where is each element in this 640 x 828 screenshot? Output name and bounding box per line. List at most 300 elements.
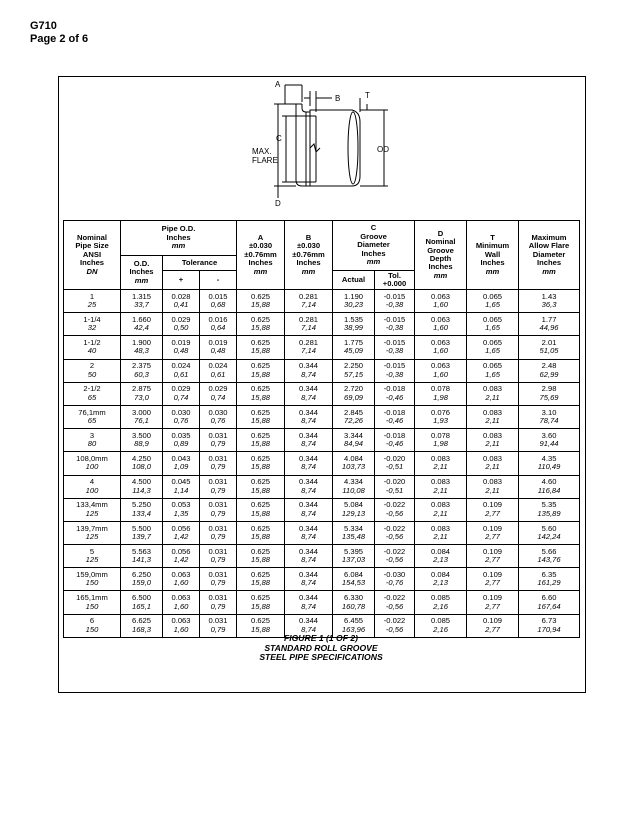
cell-value-mm: 137,03 [341,555,366,565]
cell-value-inch: 2.720 [344,384,364,394]
cell-value-mm: 65 [87,416,97,426]
cell-value-inch: 0.031 [208,430,228,440]
table-cell [64,290,121,313]
table-cell [415,290,467,313]
table-cell [415,591,467,614]
table-cell [237,382,285,405]
table-row [64,313,580,336]
cell-value-inch: 0.083 [431,477,451,487]
cell-value-inch: 0.083 [483,477,503,487]
cell-value-inch: 4.084 [344,454,364,463]
cell-value-inch: 5.084 [344,500,364,510]
cell-value-inch: 0.625 [251,361,271,371]
cell-value-mm: 8,74 [301,462,316,472]
table-row [64,336,580,359]
table-cell [467,452,519,475]
cell-value-inch: 0.625 [251,569,271,579]
cell-value-inch: 0.625 [251,314,271,324]
cell-value-inch: 1-1/2 [83,338,101,348]
cell-value-inch: 1.77 [541,314,557,324]
cell-value-mm: 1,65 [485,300,500,310]
cell-value-inch: 0.031 [208,616,228,626]
header-tol-minus: - [200,271,237,290]
cell-value-mm: 8,74 [301,392,316,402]
table-cell [519,313,580,336]
cell-value-mm: 160,78 [341,601,366,611]
table-cell [64,452,121,475]
cell-value-mm: 51,05 [539,346,559,356]
cell-value-mm: 15,88 [251,578,271,588]
cell-value-inch: 0.084 [431,569,451,579]
cell-value-mm: 116,84 [537,485,561,495]
table-cell [237,475,285,498]
cell-value-mm: 84,94 [344,439,364,449]
cell-value-inch: 0.625 [251,616,271,626]
cell-value-mm: -0,56 [385,508,404,518]
table-cell [64,336,121,359]
table-cell [200,382,237,405]
cell-value-inch: 0.019 [171,338,191,348]
label-d: D [275,199,281,208]
cell-value-inch: 0.625 [251,454,271,463]
cell-value-mm: 0,61 [173,369,189,379]
cell-value-mm: 0,79 [210,531,226,541]
table-cell [285,336,333,359]
table-cell [237,498,285,521]
table-row [64,568,580,591]
table-cell [467,405,519,428]
cell-value-mm: 0,79 [210,555,226,565]
cell-value-mm: 1,60 [433,300,448,310]
cell-value-mm: 2,13 [433,555,448,565]
cell-value-inch: 0.030 [208,407,228,417]
cell-value-mm: 15,88 [251,462,271,472]
cell-value-mm: 1,60 [173,578,189,588]
table-cell [64,359,121,382]
table-cell [121,359,163,382]
cell-value-mm: 150 [85,578,99,588]
cell-value-inch: 0.344 [299,546,319,556]
page-number: Page 2 of 6 [30,33,89,45]
table-cell [285,521,333,544]
cell-value-mm: 8,74 [301,601,316,611]
cell-value-inch: 5 [89,546,95,556]
cell-value-mm: 45,09 [344,346,364,356]
table-cell [200,545,237,568]
cell-value-inch: 0.029 [171,384,191,394]
cell-value-inch: 159,0mm [76,569,108,579]
table-cell [519,359,580,382]
cell-value-mm: 2,11 [485,462,500,472]
cell-value-inch: 0.109 [483,500,503,510]
table-cell [467,545,519,568]
cell-value-mm: 50 [87,369,97,379]
table-row [64,521,580,544]
cell-value-mm: 2,16 [433,624,448,634]
cell-value-mm: 0,48 [210,346,226,356]
cell-value-inch: 0.625 [251,338,271,348]
header-t: T Minimum Wall Inches mm [467,221,519,290]
cell-value-mm: 2,11 [485,439,500,449]
cell-value-mm: -0,46 [385,392,404,402]
table-row [64,429,580,452]
cell-value-inch: 0.030 [171,407,191,417]
cell-value-inch: 2.01 [541,338,557,348]
spec-table [63,220,580,638]
cell-value-inch: 0.083 [431,454,451,463]
table-cell [333,475,375,498]
table-cell [467,429,519,452]
cell-value-inch: 1-1/4 [83,314,101,324]
cell-value-mm: 7,14 [301,346,316,356]
table-cell [121,336,163,359]
table-cell [519,545,580,568]
cell-value-inch: 0.281 [299,314,319,324]
cell-value-inch: 4.35 [541,454,557,463]
cell-value-inch: 1 [89,291,95,301]
table-cell [64,521,121,544]
cell-value-inch: 1.190 [344,291,364,301]
table-cell [121,405,163,428]
table-cell [237,290,285,313]
cell-value-inch: 5.395 [344,546,364,556]
cell-value-mm: 0,74 [173,392,189,402]
table-cell [415,568,467,591]
table-cell [200,591,237,614]
cell-value-inch: -0.015 [383,361,406,371]
cell-value-inch: 0.029 [208,384,228,394]
cell-value-inch: -0.015 [383,338,406,348]
header-tolerance: Tolerance [163,256,237,271]
cell-value-inch: -0.018 [383,407,406,417]
table-cell [285,568,333,591]
label-flare: FLARE [252,156,278,165]
cell-value-mm: 1,35 [173,508,189,518]
cell-value-mm: 0,79 [210,578,226,588]
table-cell [519,475,580,498]
cell-value-inch: 0.065 [483,361,503,371]
cell-value-inch: 0.083 [483,384,503,394]
cell-value-mm: 15,88 [251,531,271,541]
document-code: G710 [30,20,57,32]
cell-value-inch: 2-1/2 [83,384,101,394]
table-cell [467,498,519,521]
cell-value-mm: 15,88 [251,624,271,634]
cell-value-mm: 15,88 [251,369,271,379]
table-cell [200,336,237,359]
cell-value-mm: 1,65 [485,323,500,333]
cell-value-mm: 100 [85,485,99,495]
cell-value-inch: 0.083 [483,430,503,440]
table-cell [375,382,415,405]
cell-value-inch: 0.078 [431,430,451,440]
table-cell [121,452,163,475]
cell-value-mm: -0,46 [385,416,404,426]
table-row [64,591,580,614]
cell-value-inch: 6.60 [541,593,557,603]
table-cell [285,290,333,313]
table-cell [519,429,580,452]
table-cell [237,359,285,382]
cell-value-mm: 38,99 [344,323,364,333]
cell-value-inch: 0.083 [483,407,503,417]
table-cell [285,452,333,475]
cell-value-mm: 1,60 [173,601,189,611]
table-cell [237,336,285,359]
table-cell [467,382,519,405]
cell-value-inch: -0.022 [383,546,406,556]
cell-value-mm: 163,96 [341,624,366,634]
cell-value-inch: 6.330 [344,593,364,603]
cell-value-inch: 0.063 [431,338,451,348]
header-actual: Actual [333,271,375,290]
cell-value-inch: 0.031 [208,477,228,487]
cell-value-mm: 8,74 [301,578,316,588]
cell-value-inch: 0.065 [483,314,503,324]
table-row [64,405,580,428]
cell-value-mm: 62,99 [539,369,559,379]
cell-value-mm: 2,11 [433,462,448,472]
figure-caption [63,634,579,663]
cell-value-inch: 0.065 [483,291,503,301]
cell-value-mm: 0,79 [210,601,226,611]
table-cell [121,568,163,591]
table-cell [415,429,467,452]
cell-value-mm: 1,60 [433,323,448,333]
cell-value-inch: 6.625 [131,616,151,626]
cell-value-inch: 1.315 [131,291,151,301]
label-c: C [276,134,282,143]
table-cell [285,591,333,614]
cell-value-mm: 48,3 [134,346,149,356]
cell-value-mm: -0,51 [385,485,404,495]
table-cell [519,498,580,521]
table-cell [519,591,580,614]
cell-value-mm: 1,98 [433,439,448,449]
cell-value-inch: 3.10 [541,407,557,417]
table-cell [64,545,121,568]
cell-value-inch: 0.625 [251,384,271,394]
cell-value-inch: 0.281 [299,338,319,348]
cell-value-inch: 0.063 [431,314,451,324]
table-cell [285,405,333,428]
cell-value-mm: 15,88 [251,439,271,449]
table-cell [467,359,519,382]
table-cell [467,475,519,498]
table-cell [333,429,375,452]
page-header [30,20,88,46]
cell-value-inch: 0.344 [299,593,319,603]
cell-value-mm: 1,60 [433,369,448,379]
cell-value-mm: 150 [85,624,99,634]
cell-value-mm: -0,38 [385,323,404,333]
cell-value-inch: 0.344 [299,454,319,463]
table-cell [333,591,375,614]
table-cell [64,405,121,428]
cell-value-mm: 8,74 [301,439,316,449]
table-cell [375,521,415,544]
table-cell [375,290,415,313]
table-cell [163,313,200,336]
cell-value-inch: -0.022 [383,500,406,510]
cell-value-inch: 2.250 [344,361,364,371]
table-cell [163,545,200,568]
table-cell [333,452,375,475]
caption-line-2: STANDARD ROLL GROOVE [264,642,378,653]
table-cell [121,475,163,498]
header-a: A ±0.030 ±0.76mm Inches mm [237,221,285,290]
cell-value-inch: -0.015 [383,314,406,324]
cell-value-inch: -0.030 [383,569,406,579]
cell-value-mm: 1,60 [433,346,448,356]
pipe-groove-diagram [240,78,420,218]
cell-value-inch: 6 [89,616,95,626]
cell-value-mm: 60,3 [134,369,149,379]
table-cell [200,475,237,498]
cell-value-mm: 135,89 [537,508,561,518]
cell-value-mm: 42,4 [134,323,149,333]
cell-value-inch: 0.625 [251,291,271,301]
cell-value-mm: 15,88 [251,346,271,356]
cell-value-inch: 0.056 [171,523,191,533]
label-max: MAX. [252,147,272,156]
table-cell [375,591,415,614]
cell-value-inch: 0.083 [431,523,451,533]
cell-value-mm: 8,74 [301,416,316,426]
cell-value-mm: 2,16 [433,601,448,611]
cell-value-mm: 150 [85,601,99,611]
cell-value-inch: 1.900 [131,338,151,348]
cell-value-inch: 0.063 [431,361,451,371]
cell-value-inch: 3.000 [131,407,151,417]
table-cell [163,290,200,313]
cell-value-mm: 165,1 [131,601,151,611]
cell-value-mm: 2,77 [485,508,500,518]
cell-value-mm: 8,74 [301,555,316,565]
cell-value-inch: 0.085 [431,616,451,626]
cell-value-mm: 135,48 [341,531,366,541]
cell-value-inch: 0.085 [431,593,451,603]
cell-value-mm: -0,38 [385,346,404,356]
cell-value-inch: 6.500 [131,593,151,603]
cell-value-mm: 159,0 [131,578,151,588]
cell-value-inch: 2.375 [131,361,151,371]
table-cell [375,429,415,452]
table-cell [415,521,467,544]
table-cell [237,429,285,452]
table-cell [200,452,237,475]
cell-value-mm: 0,50 [173,323,189,333]
header-max-flare: Maximum Allow Flare Diameter Inches mm [519,221,580,290]
table-cell [121,313,163,336]
table-cell [285,475,333,498]
cell-value-inch: 5.35 [541,500,557,510]
cell-value-inch: 2.48 [541,361,557,371]
table-cell [163,475,200,498]
cell-value-inch: 2 [89,361,95,371]
cell-value-mm: 15,88 [251,416,271,426]
table-cell [121,521,163,544]
cell-value-mm: 30,23 [344,300,364,310]
cell-value-inch: -0.020 [383,477,406,487]
cell-value-inch: 0.109 [483,546,503,556]
table-cell [64,591,121,614]
cell-value-inch: 0.024 [171,361,191,371]
table-cell [200,498,237,521]
cell-value-inch: 0.344 [299,523,319,533]
cell-value-inch: 0.083 [483,454,503,463]
cell-value-inch: 0.031 [208,454,228,463]
cell-value-inch: 0.045 [171,477,191,487]
cell-value-mm: 73,0 [134,392,149,402]
header-d: D Nominal Groove Depth Inches mm [415,221,467,290]
cell-value-mm: 0,64 [210,323,226,333]
table-cell [200,429,237,452]
cell-value-inch: -0.022 [383,523,406,533]
cell-value-mm: 0,79 [210,462,226,472]
cell-value-inch: 0.031 [208,546,228,556]
cell-value-inch: 3 [89,430,95,440]
cell-value-mm: 57,15 [344,369,364,379]
cell-value-inch: 1.660 [131,314,151,324]
table-cell [285,382,333,405]
cell-value-mm: 15,88 [251,323,271,333]
cell-value-inch: -0.022 [383,593,406,603]
cell-value-mm: 0,68 [210,300,226,310]
cell-value-mm: 0,41 [173,300,189,310]
cell-value-mm: 2,11 [485,392,500,402]
cell-value-inch: -0.018 [383,384,406,394]
cell-value-inch: 0.029 [171,314,191,324]
cell-value-mm: 125 [85,508,99,518]
cell-value-inch: -0.022 [383,616,406,626]
cell-value-mm: 8,74 [301,531,316,541]
table-cell [200,521,237,544]
cell-value-mm: 0,79 [210,508,226,518]
header-tol-plus: + [163,271,200,290]
cell-value-mm: -0,56 [385,601,404,611]
table-cell [333,568,375,591]
cell-value-inch: 0.031 [208,569,228,579]
table-cell [375,452,415,475]
cell-value-mm: 15,88 [251,392,271,402]
label-b: B [335,94,341,103]
cell-value-inch: 0.031 [208,523,228,533]
cell-value-inch: 0.043 [171,454,191,463]
cell-value-mm: 15,88 [251,300,271,310]
cell-value-mm: 125 [85,555,99,565]
table-cell [519,405,580,428]
cell-value-inch: 0.024 [208,361,228,371]
header-c: C Groove Diameter Inches mm [333,221,415,271]
cell-value-inch: 0.028 [171,291,191,301]
cell-value-mm: 8,74 [301,369,316,379]
cell-value-mm: 108,0 [131,462,151,472]
cell-value-inch: 0.019 [208,338,228,348]
cell-value-inch: 6.35 [541,569,557,579]
cell-value-mm: 129,13 [341,508,366,518]
cell-value-mm: -0,56 [385,555,404,565]
header-b: B ±0.030 ±0.76mm Inches mm [285,221,333,290]
cell-value-mm: -0,38 [385,369,404,379]
table-cell [415,405,467,428]
table-cell [415,336,467,359]
table-cell [163,336,200,359]
table-cell [519,382,580,405]
table-row [64,498,580,521]
caption-line-1: FIGURE 1 (1 OF 2) [283,633,358,643]
cell-value-mm: 8,74 [301,508,316,518]
